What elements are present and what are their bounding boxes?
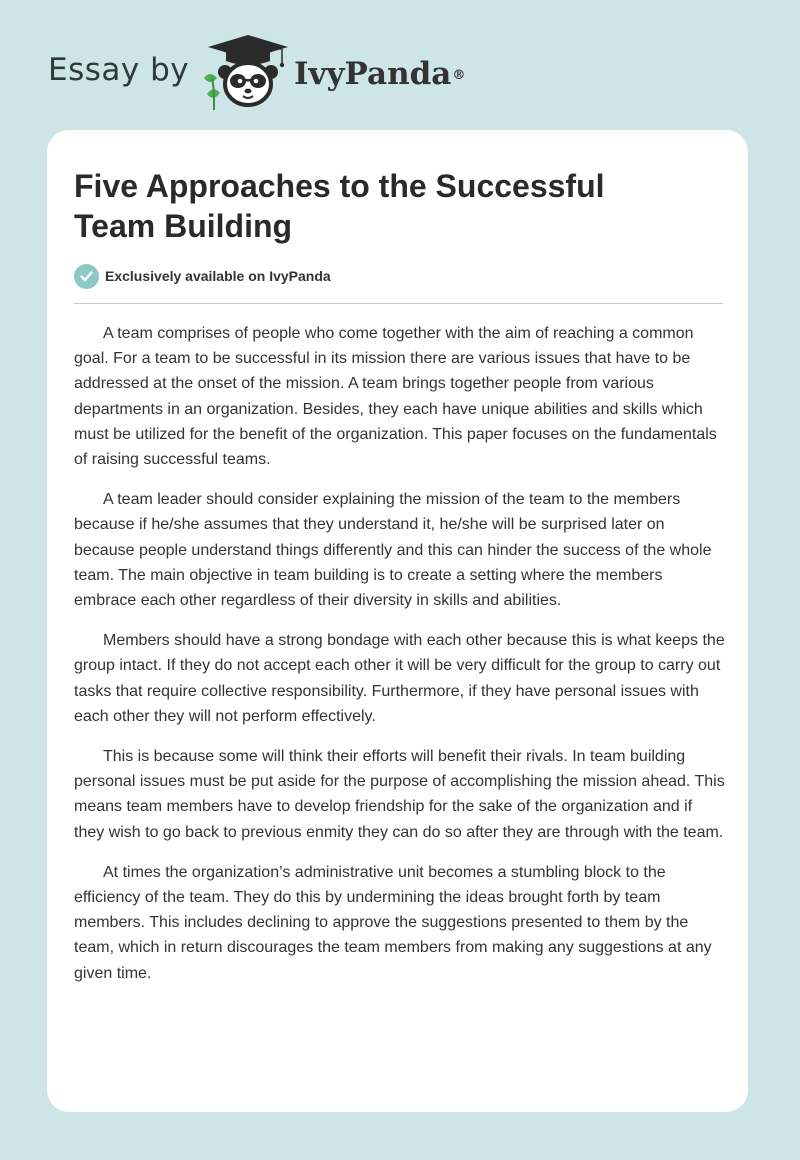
divider [74, 303, 723, 304]
check-badge-icon [74, 264, 99, 289]
paragraph: This is because some will think their efforts will benefit their rivals. In team building personal issues must be put aside for the purpose of accomplishing the mission ahead. This means team members have to develop friendship for the sake of the organization and if they wish to go back to previous enmity they can do so after they are through with the team. [74, 748, 725, 841]
paragraph: A team comprises of people who come together with the aim of reaching a common goal. For a team to be successful in its mission there are various issues that have to be addressed at the onset of the mission. A team brings together people from various departments in an organization. Besides, they each have unique abilities and skills which must be utilized for the benefit of the organization. This paper focuses on the fundamentals of raising successful teams. [74, 325, 717, 469]
paragraph: A team leader should consider explaining the mission of the team to the members because if he/she assumes that they understand it, he/she will be surprised later on because people understand things differently and this can hinder the success of the whole team. The main objective in team building is to create a setting where the members embrace each other regardless of their diversity in skills and abilities. [74, 491, 712, 610]
essay-card [47, 130, 748, 1112]
paragraph: Members should have a strong bondage with each other because this is what keeps the group intact. If they do not accept each other it will be very difficult for the group to carry out tasks that require collective responsibility. Furthermore, if they have personal issues with each other they will not perform effectively. [74, 632, 725, 725]
essay-body [74, 321, 725, 1001]
essay-by-label: Essay by [48, 52, 190, 88]
panda-graduate-icon[interactable] [200, 34, 296, 114]
brand-name: IvyPanda [294, 56, 452, 92]
brand-logo-text[interactable] [294, 54, 465, 94]
exclusive-badge [74, 263, 331, 289]
essay-title: Five Approaches to the Successful Team Building [74, 168, 605, 244]
paragraph: At times the organization’s administrative unit becomes a stumbling block to the efficiency of the team. They do this by undermining the ideas brought forth by team members. This includes declining to approve the suggestions presented to them by the team, which in return discourages the team members from making any suggestions at any given time. [74, 863, 712, 982]
exclusive-label: Exclusively available on IvyPanda [105, 268, 331, 284]
registered-mark: ® [452, 68, 466, 83]
site-header [0, 0, 800, 120]
